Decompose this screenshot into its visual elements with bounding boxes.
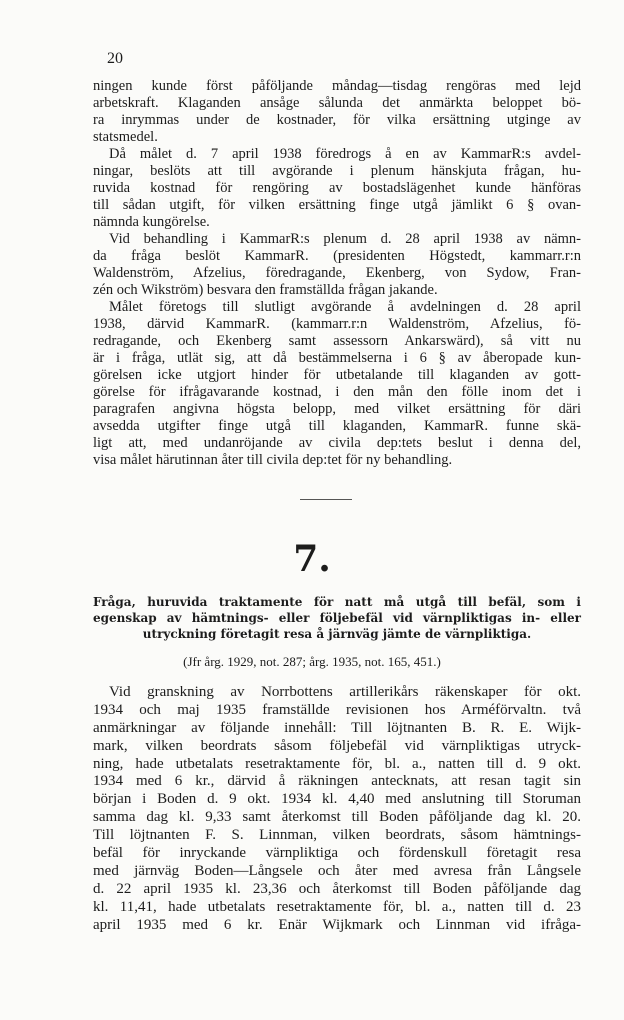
text-line: nämnda kungörelse. (93, 214, 210, 230)
text-line: 1934 med 6 kr., därvid å räkningen antecknats, att resan tagit sin (93, 773, 581, 790)
text-line: Målet företogs till slutligt avgörande å avdelningen d. 28 april (109, 299, 581, 315)
section-heading (93, 594, 581, 642)
text-line: redragande, och Ekenberg samt assessorn Ankarswärd), så vitt nu (93, 333, 581, 349)
text-line: görelsen icke utgjort hinder för utbetalande till klaganden av gott- (93, 367, 581, 383)
text-line: Waldenström, Afzelius, föredragande, Ekenberg, von Sydow, Fran- (93, 265, 581, 281)
text-line: ruvida kostnad för rengöring av bostadslägenhet kunde hänföras (93, 180, 581, 196)
text-line: 1934 och maj 1935 framställde revisionen hos Arméförvaltn. två (93, 701, 581, 718)
heading-line: egenskap av hämtnings- eller följebefäl vid värnpliktigas in- eller (93, 611, 581, 625)
heading-line: Fråga, huruvida traktamente för natt må utgå till befäl, som i (93, 595, 581, 609)
text-line: ra inrymmas under de kostnader, för vilka ersättning utginge av (93, 112, 581, 128)
text-line: kl. 11,41, hade utbetalats resetraktamente för, bl. a., natten till d. 23 (93, 898, 581, 915)
text-line: zén och Wikström) besvara den framställda frågan jakande. (93, 282, 438, 298)
text-line: ningen kunde först påföljande måndag—tisdag rengöras med lejd (93, 78, 581, 94)
text-line: Vid behandling i KammarR:s plenum d. 28 april 1938 av nämn- (109, 231, 581, 247)
text-line: ningar, beslöts att till avgörande i plenum hänskjuta frågan, hu- (93, 163, 581, 179)
text-line: Vid granskning av Norrbottens artillerikårs räkenskaper för okt. (109, 684, 581, 700)
text-line: med järnväg Boden—Långsele och åter med avresa från Långsele (93, 862, 581, 879)
heading-line: utryckning företagit resa å järnväg jämte de värnpliktiga. (142, 627, 532, 641)
text-line: anmärkningar av följande innehåll: Till löjtnanten B. R. E. Wijk- (93, 719, 581, 736)
text-line: arbetskraft. Klaganden ansåge sålunda det anmärkta beloppet bö- (93, 95, 581, 111)
reference-note: (Jfr årg. 1929, not. 287; årg. 1935, not. 165, 451.) (183, 654, 441, 669)
text-line: är i fråga, utlät sig, att då bestämmelserna i 6 § av åberopade kun- (93, 350, 581, 366)
text-line: till sådan utgift, för vilken ersättning finge utgå jämlikt 6 § ovan- (93, 197, 581, 213)
text-line: avsedda utgifter finge utgå till klaganden, KammarR. funne skä- (93, 418, 581, 434)
text-line: befäl för inryckande värnpliktiga och fördenskull företagit resa (93, 845, 581, 862)
text-line: 1938, därvid KammarR. (kammarr.r:n Waldenström, Afzelius, fö- (93, 316, 581, 332)
text-line: april 1935 med 6 kr. Enär Wijkmark och Linnman vid ifråga- (93, 916, 581, 933)
text-line: ligt att, med undanröjande av civila dep:tets beslut i denna del, (93, 435, 581, 451)
text-line: görelse för ifrågavarande kostnad, i den mån den fölle inom det i (93, 384, 581, 400)
text-line: samma dag kl. 9,33 samt återkomst till Boden påföljande dag kl. 20. (93, 809, 581, 826)
page-number: 20 (107, 50, 123, 67)
bottom-paragraph (93, 684, 581, 934)
text-line: statsmedel. (93, 129, 158, 145)
text-line: da fråga beslöt KammarR. (presidenten Högstedt, kammarr.r:n (93, 248, 581, 264)
text-line: Till löjtnanten F. S. Linnman, vilken beordrats, såsom hämtnings- (93, 827, 581, 844)
top-paragraph (93, 78, 581, 469)
text-line: Då målet d. 7 april 1938 föredrogs å en av KammarR:s avdel- (109, 146, 581, 162)
text-line: paragrafen angivna högsta belopp, med vilket ersättning för däri (93, 401, 581, 417)
text-line: visa målet härutinnan åter till civila dep:tet för ny behandling. (93, 452, 453, 468)
text-line: mark, vilken beordrats såsom följebefäl vid värnpliktigas utryck- (93, 737, 581, 754)
text-line: början i Boden d. 9 okt. 1934 kl. 4,40 med anslutning till Storuman (93, 791, 581, 808)
text-line: ning, hade utbetalats resetraktamente för, bl. a., natten till d. 9 okt. (93, 755, 581, 772)
section-divider (300, 499, 352, 500)
section-number: 7. (293, 538, 331, 580)
text-line: d. 22 april 1935 kl. 23,36 och återkomst till Boden påföljande dag (93, 880, 581, 897)
